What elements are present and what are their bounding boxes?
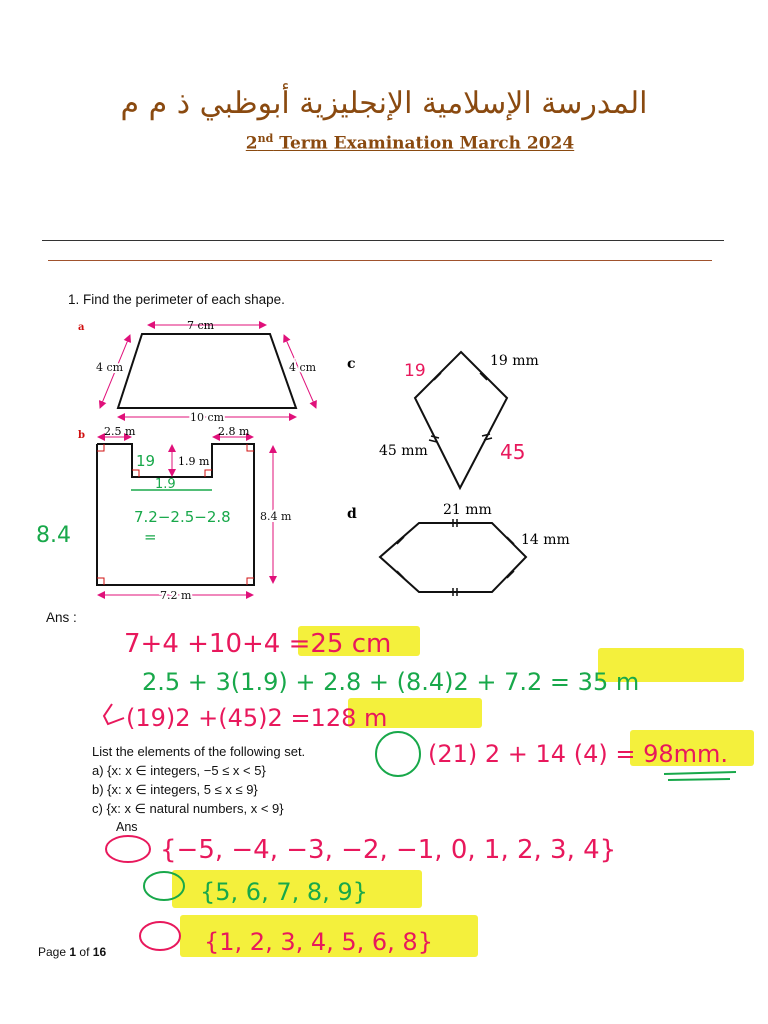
set-answer-b: {5, 6, 7, 8, 9}: [200, 878, 368, 906]
shape-b-notch-label: 1.9 m: [178, 455, 210, 468]
set-answer-a: {−5, −4, −3, −2, −1, 0, 1, 2, 3, 4}: [160, 835, 617, 865]
hand-b-8-4: 8.4: [36, 523, 71, 548]
hand-b-calc: 7.2−2.5−2.8: [134, 508, 231, 526]
hand-b-eq: =: [144, 528, 157, 546]
answers-label: Ans :: [46, 610, 77, 625]
question-1-text: 1. Find the perimeter of each shape.: [68, 292, 285, 307]
shape-a-right-label: 4 cm: [289, 361, 317, 374]
set-question-item: b) {x: x ∈ integers, 5 ≤ x ≤ 9}: [92, 782, 258, 797]
shape-a-bottom-label: 10 cm: [190, 411, 225, 424]
kite-shape: [415, 352, 507, 488]
set-answers-label: Ans: [116, 820, 138, 834]
set-question: [92, 742, 305, 818]
hand-b-1-9: 1.9: [155, 477, 176, 492]
hand-answer-a: 7+4 +10+4 =25 cm: [124, 629, 392, 659]
set-answer-c: {1, 2, 3, 4, 5, 6, 8}: [204, 928, 433, 956]
set-question-intro: List the elements of the following set.: [92, 744, 306, 759]
shape-b-right-label: 8.4 m: [260, 510, 292, 523]
exam-title: 2nd Term Examination March 2024: [245, 132, 575, 154]
shape-b-top-right-label: 2.8 m: [218, 425, 250, 438]
hand-answer-c: (19)2 +(45)2 =128 m: [126, 704, 388, 732]
hand-answer-b: 2.5 + 3(1.9) + 2.8 + (8.4)2 + 7.2 = 35 m: [142, 668, 640, 696]
shape-d-top-label: 21 mm: [443, 502, 492, 518]
shape-c-top-label: 19 mm: [490, 353, 539, 369]
shape-b-bottom-label: 7.2 m: [160, 589, 192, 602]
hexagon-shape: [380, 523, 526, 592]
shape-d-letter: d: [347, 506, 357, 522]
hand-answer-d: (21) 2 + 14 (4) = 98mm.: [428, 740, 728, 768]
shape-a-top-label: 7 cm: [187, 319, 215, 332]
shape-b-letter: b: [78, 430, 85, 441]
trapezoid-shape: [118, 334, 296, 408]
page-footer: Page 1 of 16: [38, 945, 107, 959]
shape-a-letter: a: [78, 322, 85, 333]
set-question-item: a) {x: x ∈ integers, −5 ≤ x < 5}: [92, 763, 266, 778]
hand-c-19: 19: [404, 361, 426, 381]
hand-b-19: 19: [136, 452, 156, 470]
shape-b-top-left-label: 2.5 m: [104, 425, 136, 438]
shape-d-right-label: 14 mm: [521, 532, 570, 548]
hand-c-45: 45: [500, 440, 526, 464]
set-question-item: c) {x: x ∈ natural numbers, x < 9}: [92, 801, 284, 816]
shape-c-letter: c: [347, 356, 356, 372]
shape-a-left-label: 4 cm: [96, 361, 124, 374]
shape-c-bottom-label: 45 mm: [379, 443, 428, 459]
school-name-arabic: المدرسة الإسلامية الإنجليزية أبوظبي ذ م م: [120, 86, 648, 121]
